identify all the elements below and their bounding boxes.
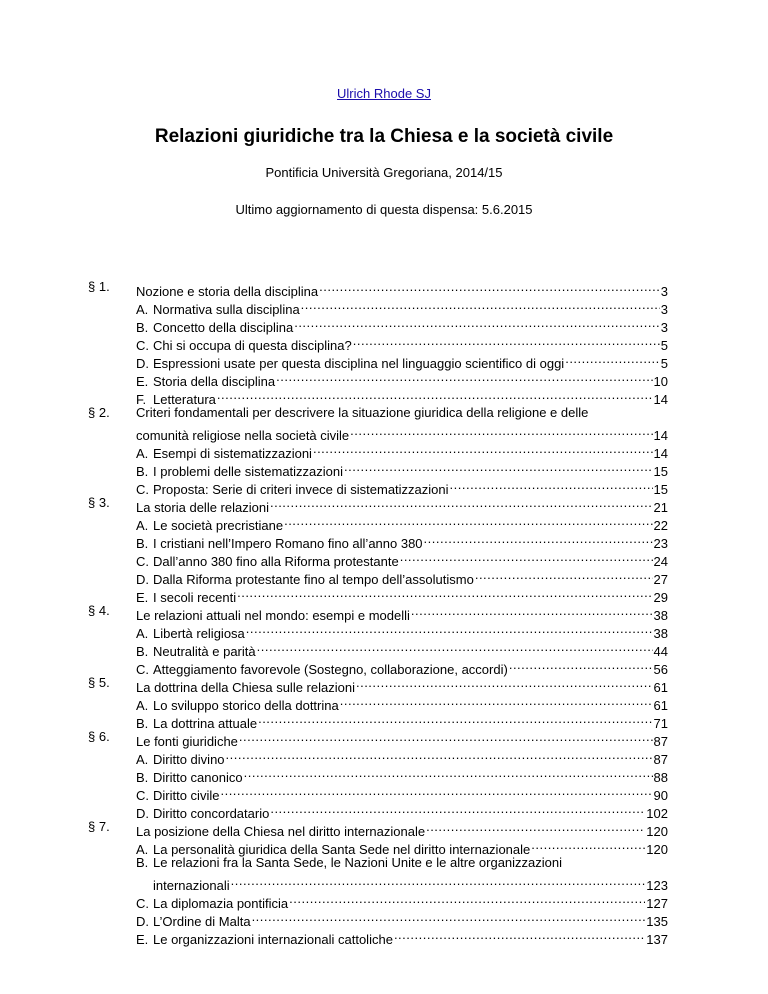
toc-page-number: 102 [646, 806, 668, 821]
toc-entry-label: comunità religiose nella società civile [136, 428, 350, 443]
toc-entry-label: A. Esempi di sistematizzazioni [136, 446, 312, 461]
toc-entry-letter: D. [136, 572, 149, 587]
toc-page-number: 120 [646, 842, 668, 857]
toc-item-row [88, 332, 668, 353]
section-number: § 5. [88, 675, 110, 690]
leader-dots [284, 512, 652, 530]
leader-dots [270, 800, 645, 818]
last-updated-line: Ultimo aggiornamento di questa dispensa: 5.6.2015 [235, 202, 533, 217]
toc-entry-letter: D. [136, 914, 149, 929]
leader-dots [319, 278, 660, 296]
toc-entry-letter: B. [136, 855, 149, 870]
toc-entry-label: D. Dalla Riforma protestante fino al tempo dell’assolutismo [136, 572, 474, 587]
section-number: § 6. [88, 729, 110, 744]
toc-item-row [88, 692, 668, 713]
toc-page-number: 56 [653, 662, 668, 677]
toc-entry-letter: D. [136, 356, 149, 371]
toc-entry-label: D. Diritto concordatario [136, 806, 270, 821]
item-title-line: B. Le relazioni fra la Santa Sede, le Nazioni Unite e le altre organizzazioni [136, 855, 563, 870]
toc-page-number: 87 [653, 734, 668, 749]
toc-entry-letter: F. [136, 392, 147, 407]
toc-page-number: 3 [660, 302, 668, 317]
toc-page-number: 14 [653, 428, 668, 443]
toc-entry-letter: C. [136, 482, 149, 497]
toc-item-row [88, 530, 668, 551]
toc-page-number: 127 [646, 896, 668, 911]
toc-item-row [88, 386, 668, 407]
toc-entry-label: Nozione e storia della disciplina [136, 284, 319, 299]
toc-page-number: 23 [653, 536, 668, 551]
toc-entry-letter: C. [136, 896, 149, 911]
leader-dots [565, 350, 660, 368]
section-title-line: Criteri fondamentali per descrivere la situazione giuridica della religione e delle [136, 405, 589, 420]
leader-dots [509, 656, 653, 674]
toc-entry-label: E. I secoli recenti [136, 590, 237, 605]
toc-item-row [88, 764, 668, 785]
leader-dots [475, 566, 653, 584]
leader-dots [217, 386, 653, 404]
leader-dots [220, 782, 652, 800]
leader-dots [450, 476, 653, 494]
toc-item-row [88, 440, 668, 461]
toc-item-row [88, 638, 668, 659]
toc-entry-label: D. Espressioni usate per questa disciplina nel linguaggio scientifico di oggi [136, 356, 565, 371]
toc-item-row [88, 656, 668, 677]
toc-entry-letter: B. [136, 320, 149, 335]
toc-page-number: 3 [660, 320, 668, 335]
toc-entry-letter: A. [136, 626, 149, 641]
toc-item-row [88, 296, 668, 317]
toc-entry-label: La dottrina della Chiesa sulle relazioni [136, 680, 355, 695]
toc-page-number: 71 [653, 716, 668, 731]
toc-entry-letter: B. [136, 644, 149, 659]
toc-entry-label: E. Le organizzazioni internazionali cattoliche [136, 932, 393, 947]
toc-item-row [88, 800, 668, 821]
toc-entry-label: A. Libertà religiosa [136, 626, 245, 641]
toc-section-row [88, 602, 668, 623]
toc-page-number: 14 [653, 392, 668, 407]
leader-dots [394, 926, 645, 944]
leader-dots [411, 602, 653, 620]
toc-page-number: 61 [653, 680, 668, 695]
toc-item-row [88, 458, 668, 479]
toc-entry-letter: B. [136, 770, 149, 785]
toc-section-row [88, 728, 668, 749]
toc-entry-label: B. Concetto della disciplina [136, 320, 294, 335]
leader-dots [270, 494, 653, 512]
toc-entry-label: La storia delle relazioni [136, 500, 269, 515]
toc-entry-letter: E. [136, 932, 149, 947]
toc-entry-label: B. I cristiani nell’Impero Romano fino all’anno 380 [136, 536, 423, 551]
toc-entry-letter: E. [136, 590, 149, 605]
toc-page-number: 120 [646, 824, 668, 839]
toc-entry-label: Le fonti giuridiche [136, 734, 238, 749]
section-number: § 2. [88, 405, 110, 420]
leader-dots [424, 530, 653, 548]
toc-section-row [88, 494, 668, 515]
toc-entry-letter: A. [136, 698, 149, 713]
toc-entry-letter: A. [136, 752, 149, 767]
toc-item-row [88, 854, 668, 872]
toc-page-number: 123 [646, 878, 668, 893]
toc-entry-letter: A. [136, 842, 149, 857]
toc-entry-letter: B. [136, 716, 149, 731]
toc-entry-label: D. L’Ordine di Malta [136, 914, 251, 929]
toc-entry-label: La posizione della Chiesa nel diritto internazionale [136, 824, 426, 839]
toc-entry-label: A. Normativa sulla disciplina [136, 302, 300, 317]
toc-entry-label: A. Lo sviluppo storico della dottrina [136, 698, 339, 713]
institution-line: Pontificia Università Gregoriana, 2014/15 [265, 165, 503, 180]
toc-item-row [88, 620, 668, 641]
toc-item-row [88, 746, 668, 767]
toc-page-number: 15 [653, 482, 668, 497]
toc-item-row [88, 782, 668, 803]
toc-section-row [88, 404, 668, 422]
author-link[interactable]: Ulrich Rhode SJ [337, 86, 431, 101]
toc-item-row [88, 314, 668, 335]
toc-entry-label: internazionali [153, 878, 230, 893]
toc-page-number: 44 [653, 644, 668, 659]
toc-entry-letter: C. [136, 788, 149, 803]
toc-entry-letter: C. [136, 662, 149, 677]
leader-dots [258, 710, 652, 728]
toc-item-row [88, 368, 668, 389]
toc-item-row [88, 872, 668, 893]
toc-item-row [88, 926, 668, 947]
toc-page-number: 14 [653, 446, 668, 461]
toc-page-number: 61 [653, 698, 668, 713]
author-line [0, 86, 768, 101]
toc-item-row [88, 584, 668, 605]
toc-entry-label: E. Storia della disciplina [136, 374, 276, 389]
leader-dots [257, 638, 653, 656]
toc-entry-label: C. Chi si occupa di questa disciplina? [136, 338, 352, 353]
toc-entry-label: C. Atteggiamento favorevole (Sostegno, collaborazione, accordi) [136, 662, 508, 677]
document-title: Relazioni giuridiche tra la Chiesa e la società civile [154, 126, 614, 147]
leader-dots [239, 728, 653, 746]
toc-item-row [88, 512, 668, 533]
toc-section-row [88, 818, 668, 839]
leader-dots [400, 548, 653, 566]
leader-dots [426, 818, 645, 836]
toc-page-number: 87 [653, 752, 668, 767]
toc-page-number: 21 [653, 500, 668, 515]
toc-entry-label: B. Neutralità e parità [136, 644, 256, 659]
toc-entry-label: C. La diplomazia pontificia [136, 896, 289, 911]
toc-entry-label: A. Diritto divino [136, 752, 225, 767]
toc-entry-label: C. Dall’anno 380 fino alla Riforma protestante [136, 554, 399, 569]
toc-page-number: 88 [653, 770, 668, 785]
leader-dots [252, 908, 646, 926]
toc-page-number: 137 [646, 932, 668, 947]
toc-page-number: 5 [660, 338, 668, 353]
toc-entry-letter: B. [136, 464, 149, 479]
table-of-contents [88, 278, 668, 947]
toc-entry-letter: E. [136, 374, 149, 389]
toc-entry-label: C. Diritto civile [136, 788, 220, 803]
leader-dots [356, 674, 653, 692]
toc-page-number: 38 [653, 626, 668, 641]
leader-dots [294, 314, 660, 332]
toc-entry-label: B. La dottrina attuale [136, 716, 258, 731]
toc-entry-letter: C. [136, 554, 149, 569]
toc-entry-letter: D. [136, 806, 149, 821]
toc-item-row [88, 350, 668, 371]
toc-entry-label: B. I problemi delle sistematizzazioni [136, 464, 344, 479]
toc-entry-label: F. Letteratura [136, 392, 216, 407]
toc-item-row [88, 908, 668, 929]
toc-entry-letter: A. [136, 518, 149, 533]
toc-page-number: 15 [653, 464, 668, 479]
toc-page-number: 38 [653, 608, 668, 623]
toc-page-number: 10 [653, 374, 668, 389]
leader-dots [353, 332, 660, 350]
toc-section-row [88, 674, 668, 695]
toc-entry-letter: C. [136, 338, 149, 353]
leader-dots [244, 764, 653, 782]
toc-entry-label: Le relazioni attuali nel mondo: esempi e modelli [136, 608, 410, 623]
leader-dots [350, 422, 652, 440]
leader-dots [301, 296, 660, 314]
section-number: § 7. [88, 819, 110, 834]
toc-item-row [88, 548, 668, 569]
toc-item-row [88, 890, 668, 911]
leader-dots [276, 368, 652, 386]
toc-item-row [88, 710, 668, 731]
section-number: § 3. [88, 495, 110, 510]
section-number: § 4. [88, 603, 110, 618]
leader-dots [246, 620, 653, 638]
toc-section-row [88, 422, 668, 443]
leader-dots [226, 746, 653, 764]
toc-page-number: 27 [653, 572, 668, 587]
toc-entry[interactable] [136, 926, 668, 949]
toc-item-row [88, 476, 668, 497]
toc-page-number: 90 [653, 788, 668, 803]
toc-entry-label: B. Diritto canonico [136, 770, 243, 785]
toc-page-number: 3 [660, 284, 668, 299]
leader-dots [313, 440, 653, 458]
toc-entry-letter: B. [136, 536, 149, 551]
toc-page-number: 22 [653, 518, 668, 533]
toc-entry-letter: A. [136, 446, 149, 461]
leader-dots [231, 872, 646, 890]
leader-dots [340, 692, 653, 710]
toc-section-row [88, 278, 668, 299]
toc-entry-label: A. La personalità giuridica della Santa Sede nel diritto internazionale [136, 842, 531, 857]
toc-page-number: 135 [646, 914, 668, 929]
toc-page-number: 5 [660, 356, 668, 371]
leader-dots [237, 584, 652, 602]
toc-entry-label: C. Proposta: Serie di criteri invece di sistematizzazioni [136, 482, 449, 497]
toc-entry-label: A. Le società precristiane [136, 518, 284, 533]
leader-dots [289, 890, 645, 908]
toc-item-row [88, 566, 668, 587]
toc-entry-letter: A. [136, 302, 149, 317]
toc-item-row [88, 836, 668, 857]
leader-dots [531, 836, 645, 854]
toc-page-number: 24 [653, 554, 668, 569]
toc-page-number: 29 [653, 590, 668, 605]
section-number: § 1. [88, 279, 110, 294]
leader-dots [344, 458, 653, 476]
